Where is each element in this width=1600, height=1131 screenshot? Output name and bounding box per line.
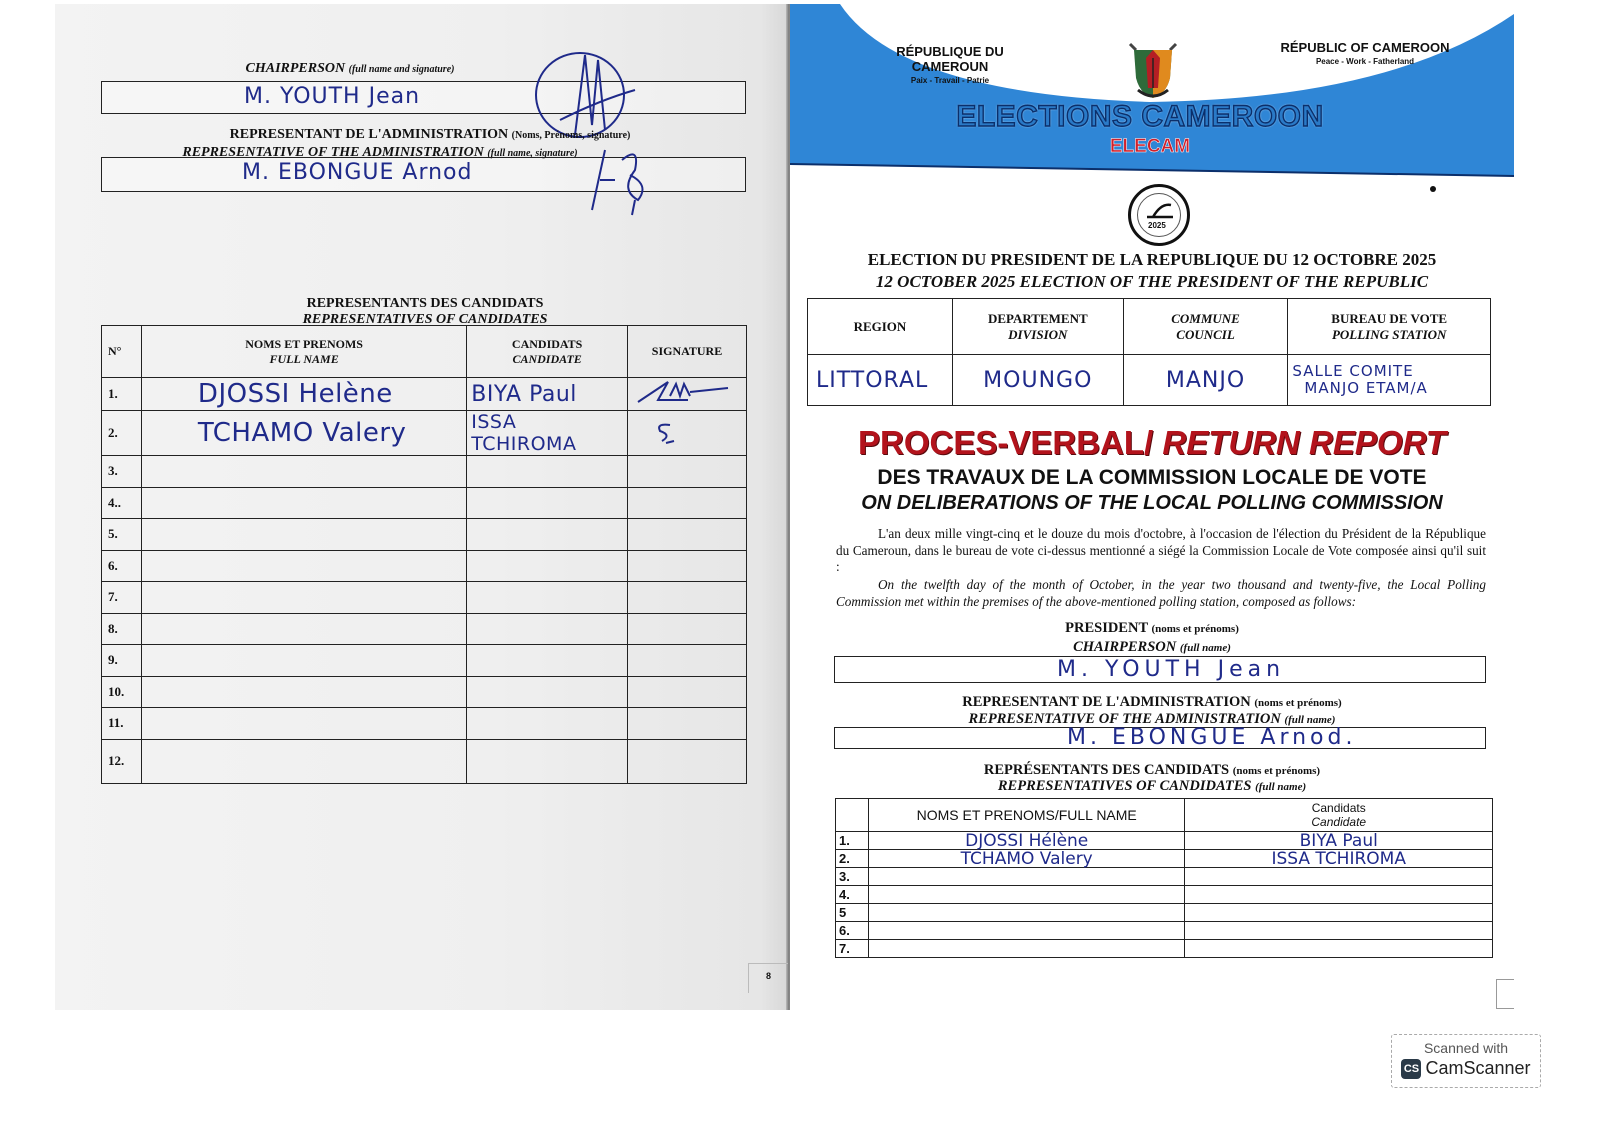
row-num: 3. [836,868,869,886]
row-name[interactable] [141,519,466,551]
row-num: 9. [102,645,142,677]
table-row [102,613,747,645]
table-row [836,886,1493,904]
row-candidate[interactable]: ISSA TCHIROMA [1185,850,1493,868]
candidates-label-en-right [790,778,1514,795]
row-num: 7. [836,940,869,958]
seal-year: 2025 [1148,221,1166,230]
row-candidate[interactable] [467,739,628,783]
header-candidate-fr-right: Candidats [1311,801,1366,815]
row-name[interactable]: DJOSSI Helène [141,378,466,411]
row-num: 5. [102,519,142,551]
row-num: 8. [102,613,142,645]
republic-fr-text: RÉPUBLIQUE DU CAMEROUN [896,44,1004,74]
row-name[interactable] [141,676,466,708]
row-num: 7. [102,582,142,614]
election-title-en: 12 OCTOBER 2025 ELECTION OF THE PRESIDENT OF THE REPUBLIC [875,272,1429,291]
intro-paragraph-en [836,577,1486,610]
watermark-brand [1392,1058,1540,1079]
signature-icon [628,378,738,406]
row-candidate[interactable] [1185,904,1493,922]
row-signature[interactable] [628,613,747,645]
report-title-en: RETURN REPORT [1162,424,1446,461]
header-council-en: COUNCIL [1176,326,1235,342]
row-candidate[interactable] [467,708,628,740]
header-name-right: NOMS ET PRENOMS/FULL NAME [868,799,1185,832]
candidates-title-en: REPRESENTATIVES OF CANDIDATES [302,312,548,327]
right-page [790,4,1514,1010]
president-label-en [790,639,1514,656]
header-polling-station-en: POLLING STATION [1331,326,1447,342]
president-label-en-text: CHAIRPERSON [1073,639,1177,655]
candidates-label-fr-right-note: (noms et prénoms) [1232,765,1321,777]
administration-label-en-text: REPRESENTATIVE OF THE ADMINISTRATION [182,145,484,160]
header-polling-station-fr: BUREAU DE VOTE [1331,310,1448,326]
administration-value: M. EBONGUE Arnod [242,160,473,185]
row-signature[interactable] [628,378,747,411]
table-header-row [102,326,747,378]
row-name[interactable] [141,613,466,645]
header-candidate-right [1185,799,1493,832]
header-division [952,299,1123,355]
president-label-en-note: (full name) [1179,642,1231,654]
administration-field-right[interactable] [834,727,1486,749]
row-num: 4. [836,886,869,904]
right-candidates-table [835,798,1493,958]
table-row [836,850,1493,868]
republic-en [1280,40,1450,66]
header-candidate-en-right: Candidate [1311,815,1367,829]
table-row [102,582,747,614]
table-row [836,904,1493,922]
administration-label-fr-text: REPRESENTANT DE L'ADMINISTRATION [229,127,509,142]
row-name[interactable] [141,645,466,677]
president-field[interactable] [834,656,1486,683]
camscanner-watermark [1391,1034,1541,1088]
signature-icon [628,417,738,445]
row-candidate[interactable] [1185,886,1493,904]
row-name[interactable]: DJOSSI Hélène [868,832,1185,850]
coat-of-arms-icon [1120,38,1186,102]
election-title-fr: ELECTION DU PRESIDENT DE LA REPUBLIQUE DU 12 OCTOBRE 2025 [867,250,1437,269]
row-num: 2. [836,850,869,868]
president-label-fr-text: PRESIDENT [1065,620,1148,636]
header-signature: SIGNATURE [628,326,747,378]
table-row [836,868,1493,886]
candidates-label-fr-right [790,762,1514,779]
table-row [102,456,747,488]
candidates-label-en-right-text: REPRESENTATIVES OF CANDIDATES [997,778,1252,794]
administration-label-fr-right-text: REPRESENTANT DE L'ADMINISTRATION [962,694,1251,710]
intro-paragraph-en-text: On the twelfth day of the month of October, in the year two thousand and twenty-five, the Local Polling Commission met within the premises of the above-mentioned polling station, composed as follows: [836,577,1486,609]
row-name[interactable] [141,456,466,488]
chairperson-label-text: CHAIRPERSON [245,61,346,76]
table-row [102,645,747,677]
report-title [790,424,1514,462]
row-name[interactable] [868,868,1185,886]
org-name: ELECTIONS CAMEROON [956,100,1324,133]
row-signature[interactable] [628,708,747,740]
header-name-fr: NOMS ET PRENOMS [245,336,363,351]
row-name[interactable] [868,886,1185,904]
chairperson-value: M. YOUTH Jean [244,84,421,109]
table-row [836,832,1493,850]
table-row [102,519,747,551]
seal-ballot-icon [1145,201,1175,221]
header-region [808,299,953,355]
row-name[interactable]: TCHAMO Valery [141,411,466,456]
row-name[interactable] [141,487,466,519]
table-row [102,739,747,783]
chairperson-label-note: (full name and signature) [348,64,455,75]
row-candidate[interactable] [1185,922,1493,940]
row-signature[interactable] [628,550,747,582]
table-row [102,708,747,740]
report-title-fr: PROCES-VERBAL/ [858,424,1154,461]
row-signature[interactable] [628,645,747,677]
row-num: 11. [102,708,142,740]
header-candidate [467,326,628,378]
header-region-fr: REGION [853,318,907,334]
candidates-label-en-right-note: (full name) [1255,781,1307,793]
table-row [102,550,747,582]
row-candidate[interactable]: BIYA Paul [1185,832,1493,850]
row-num: 10. [102,676,142,708]
republic-en-text: RÉPUBLIC OF CAMEROON [1280,40,1450,55]
header-num: N° [102,326,142,378]
row-num: 6. [102,550,142,582]
header-division-en: DIVISION [1008,326,1068,342]
polling-station-line1: SALLE COMITE [1292,362,1414,380]
table-row [102,676,747,708]
administration-label-en-right-text: REPRESENTATIVE OF THE ADMINISTRATION [968,711,1281,727]
table-row [102,487,747,519]
administration-label-en-note: (full name, signature) [487,148,578,159]
header-candidate-en: CANDIDATE [512,351,582,366]
header-council-fr: COMMUNE [1171,310,1240,326]
table-row [836,922,1493,940]
header-candidate-fr: CANDIDATS [511,336,583,351]
row-name[interactable] [141,550,466,582]
motto-en: Peace - Work - Fatherland [1315,57,1415,66]
header-council [1123,299,1288,355]
row-signature[interactable] [628,739,747,783]
region-value[interactable]: LITTORAL [808,355,953,406]
row-num: 4.. [102,487,142,519]
row-candidate[interactable] [467,613,628,645]
table-row [102,411,747,456]
row-signature[interactable] [628,411,747,456]
row-name[interactable] [868,922,1185,940]
header-division-fr: DEPARTEMENT [987,310,1088,326]
row-candidate[interactable] [467,582,628,614]
row-candidate[interactable]: ISSA TCHIROMA [467,411,628,456]
row-candidate[interactable] [467,550,628,582]
row-candidate[interactable] [1185,868,1493,886]
chairperson-field[interactable] [101,81,746,114]
administration-label-en-right-note: (full name) [1284,714,1336,726]
left-candidates-table [101,325,747,784]
row-name[interactable] [141,582,466,614]
row-name[interactable] [141,708,466,740]
candidates-title-fr: REPRESENTANTS DES CANDIDATS [306,296,544,311]
header-name [141,326,466,378]
row-name[interactable]: TCHAMO Valery [868,850,1185,868]
row-name[interactable] [141,739,466,783]
council-value[interactable]: MANJO [1123,355,1288,406]
polling-station-line2: MANJO ETAM/A [1304,379,1428,397]
table-row [836,940,1493,958]
administration-signature-icon [580,140,660,220]
header-polling-station [1288,299,1491,355]
report-subtitle-en: ON DELIBERATIONS OF THE LOCAL POLLING COMMISSION [861,492,1443,514]
ink-dot [1430,186,1436,192]
row-signature[interactable] [628,519,747,551]
administration-value-right: M. EBONGUE Arnod. [1067,725,1357,750]
motto-fr: Paix - Travail - Patrie [910,76,990,85]
row-num: 3. [102,456,142,488]
election-seal-icon [1128,184,1190,246]
table-header-row [836,799,1493,832]
header-num-right [836,799,869,832]
division-value[interactable]: MOUNGO [952,355,1123,406]
president-label-fr-note: (noms et prénoms) [1151,623,1239,635]
polling-station-value[interactable] [1288,355,1491,406]
row-name[interactable] [868,940,1185,958]
row-signature[interactable] [628,487,747,519]
location-value-row [808,355,1491,406]
republic-fr [860,44,1040,85]
row-candidate[interactable] [1185,940,1493,958]
header-name-en: FULL NAME [269,351,339,366]
row-candidate[interactable] [467,676,628,708]
chairperson-label [100,61,600,77]
administration-label-fr-right [790,694,1514,711]
row-num: 2. [102,411,142,456]
location-table [807,298,1491,406]
page-corner-mark [1496,979,1514,1009]
watermark-line2: CamScanner [1425,1058,1531,1078]
watermark-line1: Scanned with [1423,1040,1509,1056]
row-candidate[interactable] [467,456,628,488]
page-number: 8 [748,963,788,993]
row-signature[interactable] [628,456,747,488]
row-num: 1. [836,832,869,850]
row-candidate[interactable] [467,487,628,519]
row-candidate[interactable] [467,519,628,551]
row-signature[interactable] [628,676,747,708]
row-num: 1. [102,378,142,411]
row-signature[interactable] [628,582,747,614]
camscanner-logo-icon: CS [1401,1059,1421,1079]
row-num: 5 [836,904,869,922]
intro-paragraph-fr [836,526,1486,576]
location-header-row [808,299,1491,355]
administration-label-fr-note: (Noms, Prénoms, signature) [511,130,631,141]
row-num: 12. [102,739,142,783]
intro-paragraph-fr-text: L'an deux mille vingt-cinq et le douze du mois d'octobre, à l'occasion de l'élection du Président de la République du Cameroun, dans le bureau de vote ci-dessus mentionné a siégé la Commission Locale de Vote composée ainsi qu'il suit : [836,526,1486,574]
row-candidate[interactable] [467,645,628,677]
candidates-label-fr-right-text: REPRÉSENTANTS DES CANDIDATS [983,762,1230,778]
row-num: 6. [836,922,869,940]
row-candidate[interactable]: BIYA Paul [467,378,628,411]
org-acronym: ELECAM [1109,136,1191,157]
administration-label-fr-right-note: (noms et prénoms) [1254,697,1342,709]
president-value: M. YOUTH Jean [1057,657,1286,682]
report-subtitle-fr: DES TRAVAUX DE LA COMMISSION LOCALE DE VOTE [877,466,1427,489]
table-row [102,378,747,411]
president-label-fr [790,620,1514,637]
row-name[interactable] [868,904,1185,922]
